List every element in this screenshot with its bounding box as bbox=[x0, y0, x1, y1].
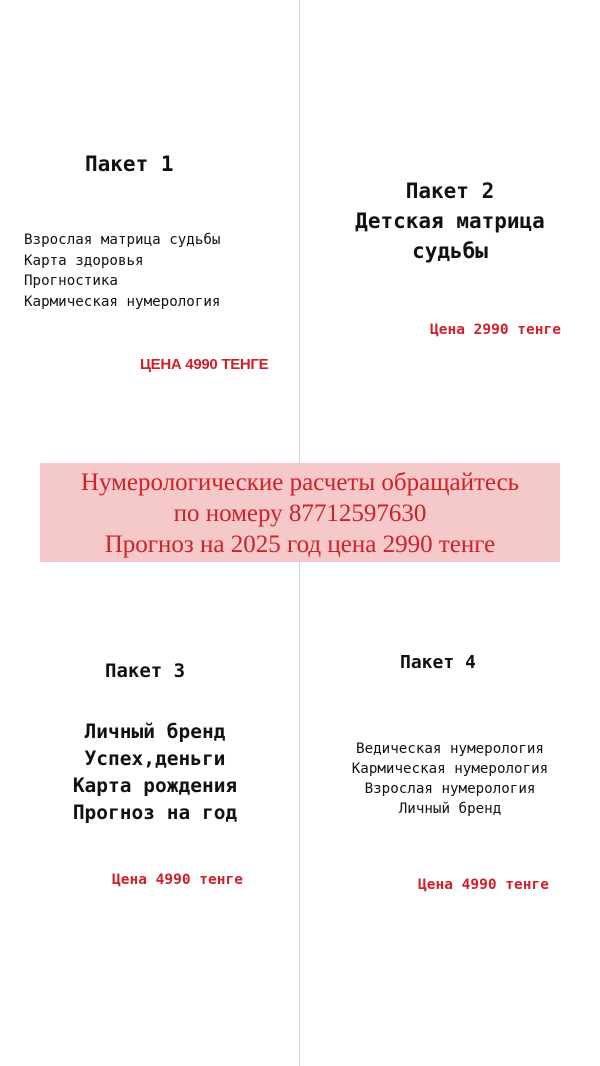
package-2-title-line: Пакет 2 bbox=[405, 179, 495, 203]
package-3-price: Цена 4990 тенге bbox=[112, 872, 243, 888]
package-3-item: Прогноз на год bbox=[72, 801, 238, 824]
package-1-item: Прогностика bbox=[24, 273, 118, 289]
package-2-price: Цена 2990 тенге bbox=[430, 322, 561, 338]
package-2-title-line: судьбы bbox=[412, 239, 488, 263]
package-3-item: Успех,деньги bbox=[84, 747, 226, 770]
package-2-title bbox=[305, 176, 595, 266]
package-4-price: Цена 4990 тенге bbox=[418, 877, 549, 893]
contact-banner bbox=[40, 463, 560, 562]
package-4-item: Личный бренд bbox=[398, 801, 502, 817]
banner-line: Прогноз на 2025 год цена 2990 тенге bbox=[104, 531, 496, 558]
banner-line: Нумерологические расчеты обращайтесь bbox=[80, 469, 520, 496]
package-4-item: Кармическая нумерология bbox=[351, 761, 549, 777]
package-3-item: Карта рождения bbox=[72, 774, 238, 797]
package-1-item: Взрослая матрица судьбы bbox=[24, 232, 221, 248]
package-3-items bbox=[10, 718, 300, 826]
package-4-items bbox=[305, 739, 595, 819]
package-1-title: Пакет 1 bbox=[85, 152, 174, 176]
package-4-title: Пакет 4 bbox=[400, 652, 476, 673]
package-3-item: Личный бренд bbox=[84, 720, 226, 743]
package-1-item: Карта здоровья bbox=[24, 252, 144, 269]
package-4-item: Ведическая нумерология bbox=[356, 741, 544, 757]
package-3-title: Пакет 3 bbox=[105, 660, 186, 682]
package-1-items bbox=[24, 230, 220, 312]
banner-line: по номеру 87712597630 bbox=[173, 500, 427, 527]
package-4-item: Взрослая нумерология bbox=[364, 781, 536, 797]
package-1-item: Кармическая нумерология bbox=[24, 293, 221, 310]
package-2-title-line: Детская матрица bbox=[355, 209, 545, 233]
package-1-price: ЦЕНА 4990 ТЕНГЕ bbox=[140, 356, 269, 373]
